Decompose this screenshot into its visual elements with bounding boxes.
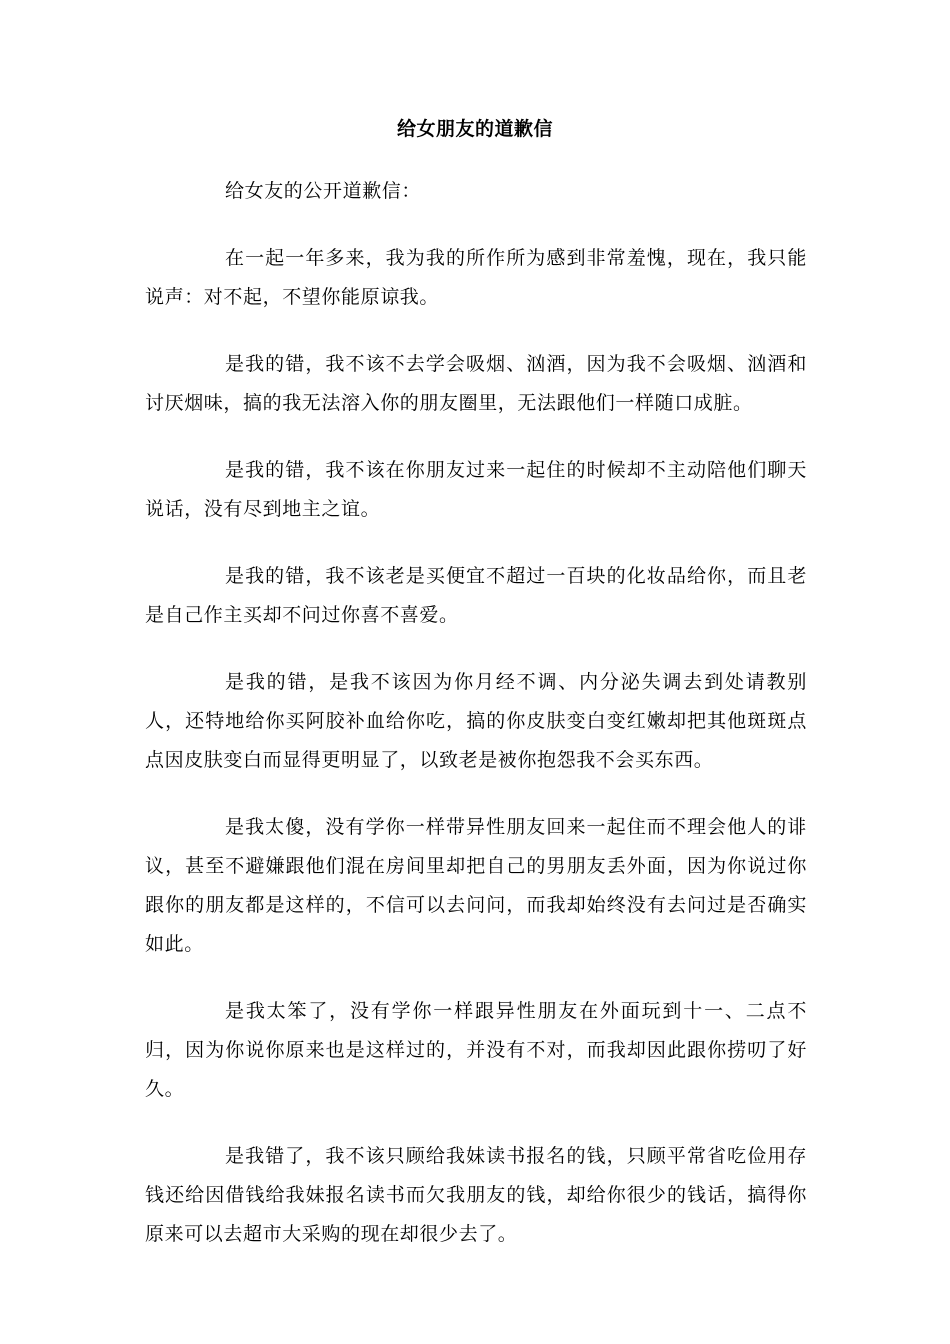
document-title: 给女朋友的道歉信 — [396, 118, 553, 140]
paragraph: 是我太傻，没有学你一样带异性朋友回来一起住而不理会他人的诽议，甚至不避嫌跟他们混在房间里却把自己的男朋友丢外面，因为你说过你跟你的朋友都是这样的，不信可以去问问，而我却始终没有去问过是否确实如此。 — [145, 816, 807, 955]
paragraph: 是我的错，是我不该因为你月经不调、内分泌失调去到处请教别人，还特地给你买阿胶补血给你吃，搞的你皮肤变白变红嫩却把其他斑斑点点因皮肤变白而显得更明显了，以致老是被你抱怨我不会买东西。 — [145, 671, 807, 771]
paragraph-salutation: 给女友的公开道歉信： — [225, 180, 422, 202]
paragraph: 是我的错，我不该老是买便宜不超过一百块的化妆品给你，而且老是自己作主买却不问过你喜不喜爱。 — [145, 565, 807, 626]
paragraph: 在一起一年多来，我为我的所作所为感到非常羞愧，现在，我只能说声：对不起，不望你能原谅我。 — [145, 247, 807, 308]
letter-body — [145, 172, 807, 1282]
paragraph: 是我错了，我不该只顾给我妹读书报名的钱，只顾平常省吃俭用存钱还给因借钱给我妹报名读书而欠我朋友的钱，却给你很少的钱话，搞得你原来可以去超市大采购的现在却很少去了。 — [145, 1145, 807, 1245]
paragraph: 是我太笨了，没有学你一样跟异性朋友在外面玩到十一、二点不归，因为你说你原来也是这样过的，并没有不对，而我却因此跟你捞叨了好久。 — [145, 1000, 807, 1100]
paragraph: 是我的错，我不该不去学会吸烟、汹酒，因为我不会吸烟、汹酒和讨厌烟味，搞的我无法溶入你的朋友圈里，无法跟他们一样随口成脏。 — [145, 353, 807, 414]
paragraph: 是我的错，我不该在你朋友过来一起住的时候却不主动陪他们聊天说话，没有尽到地主之谊。 — [145, 459, 807, 520]
